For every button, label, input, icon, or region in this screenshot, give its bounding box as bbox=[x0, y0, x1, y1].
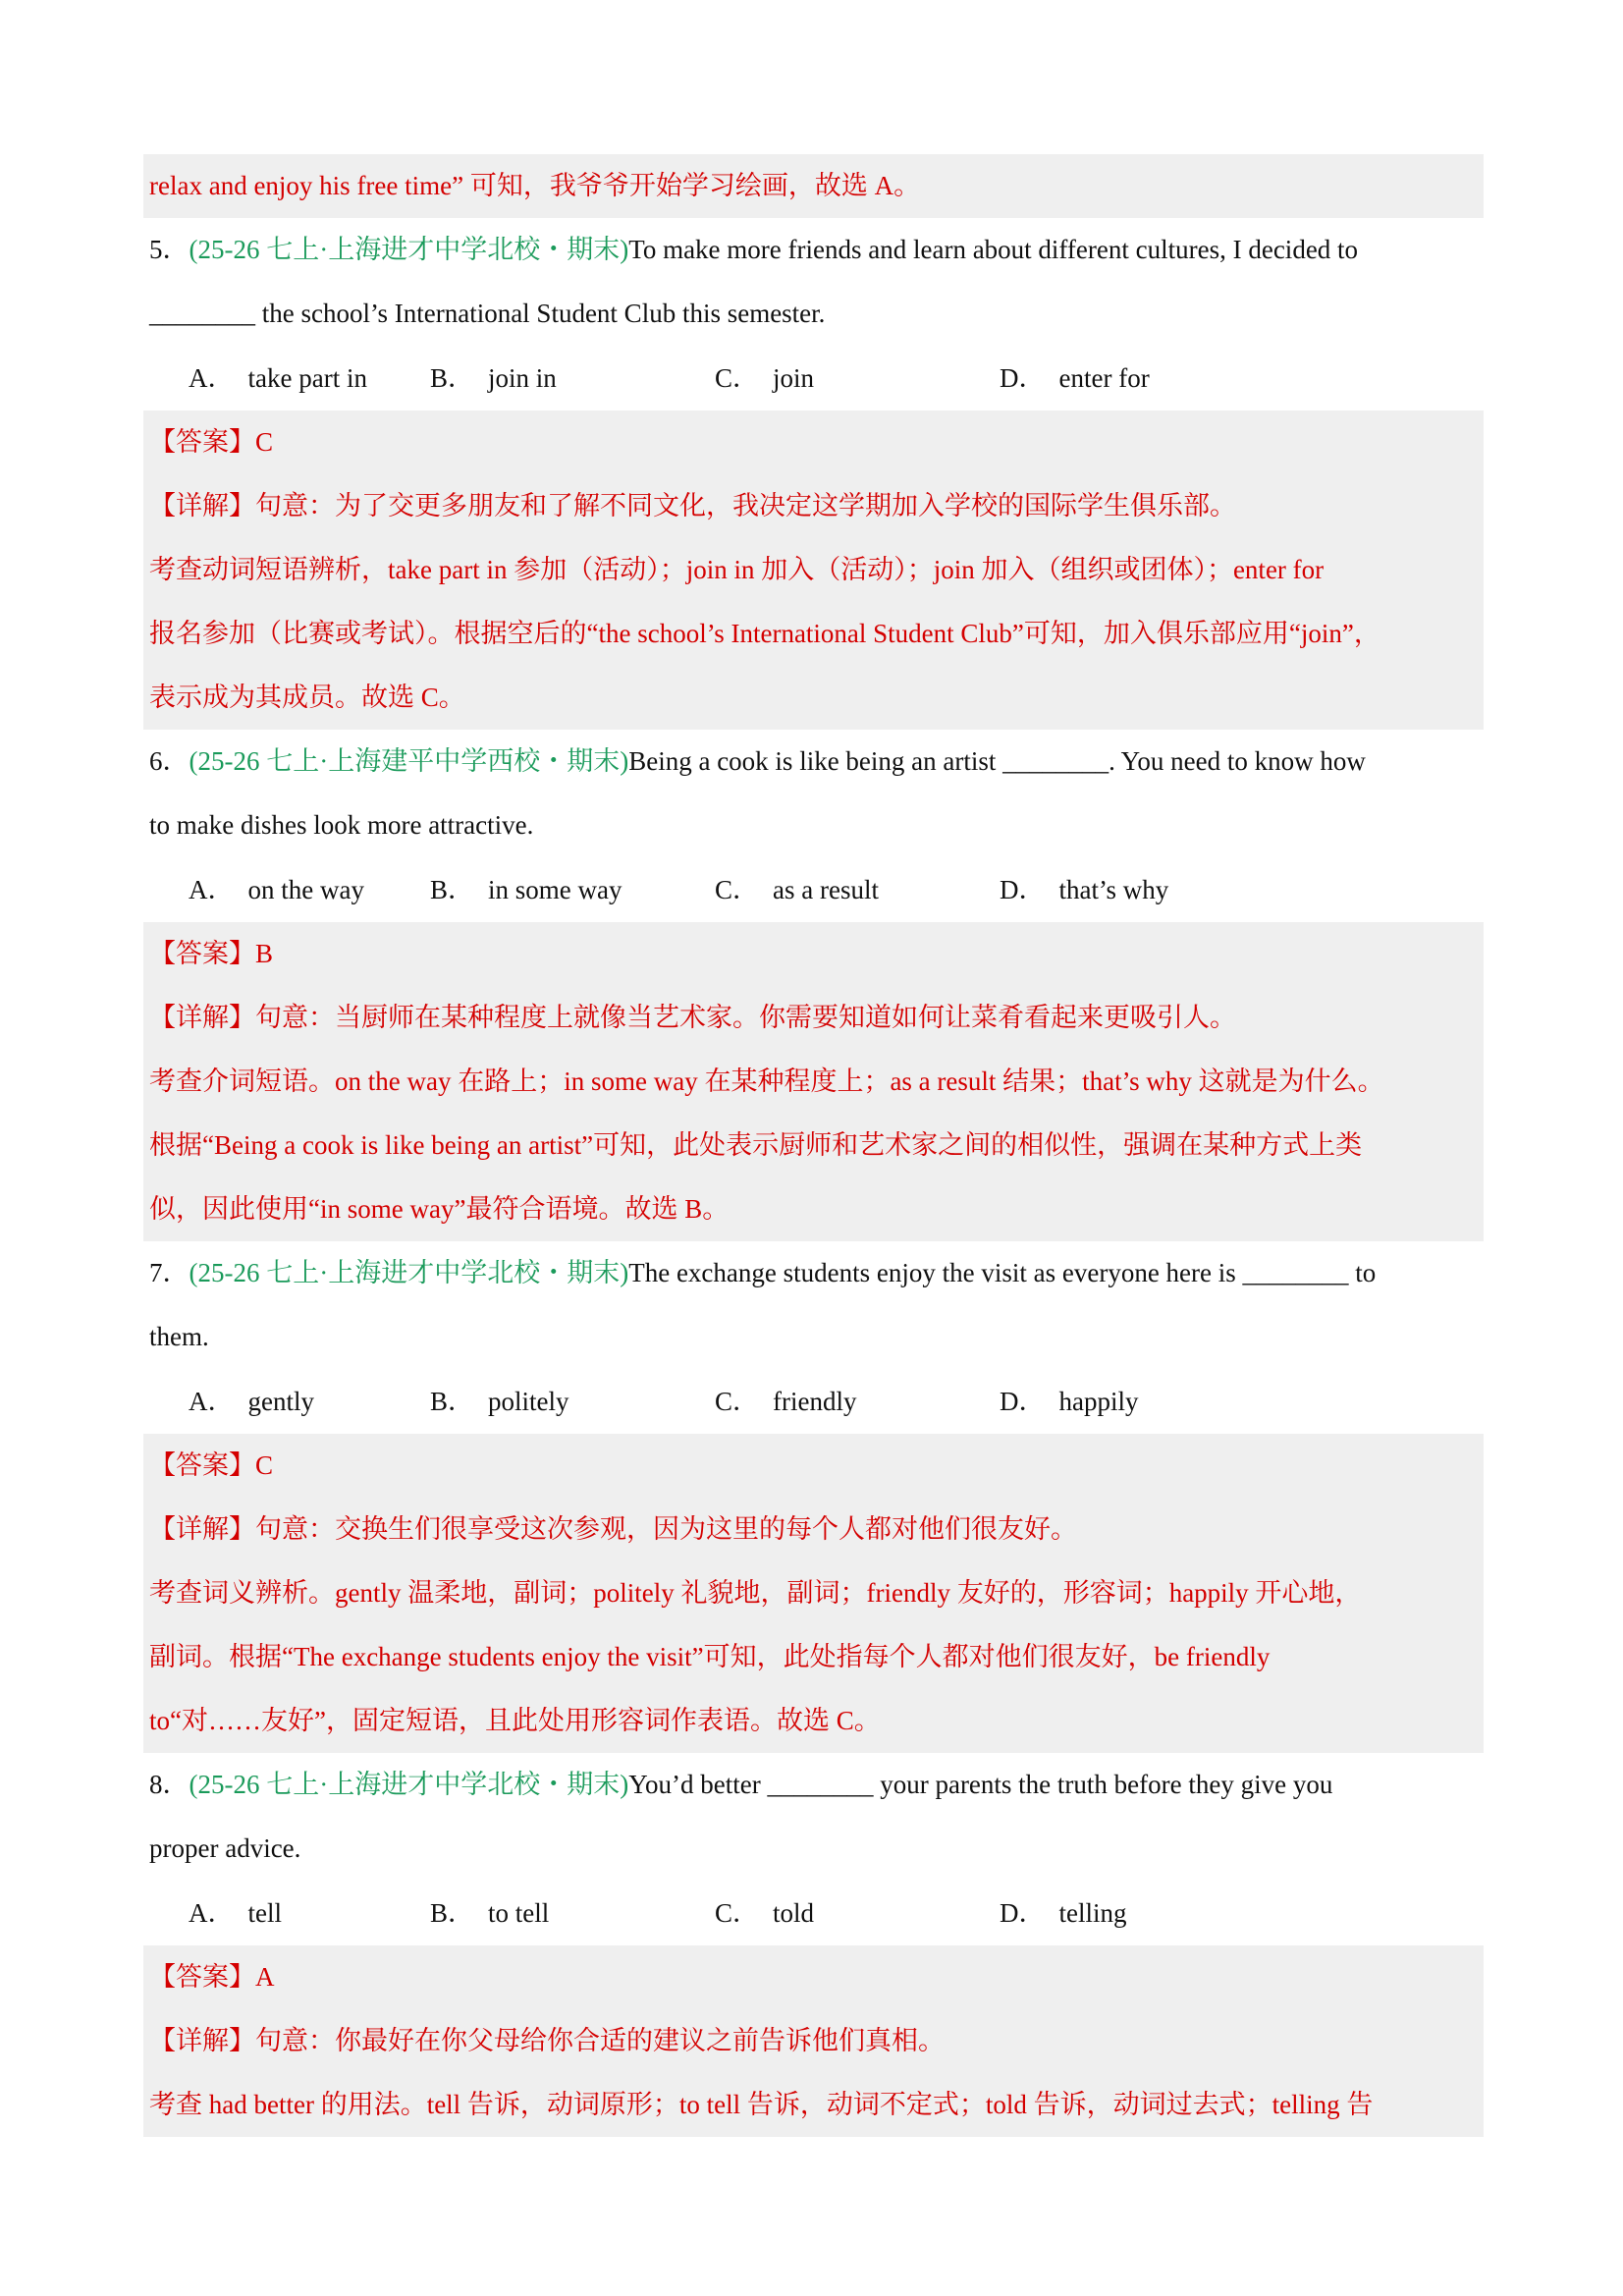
option-d: D． that’s why bbox=[1000, 875, 1169, 904]
explanation-line: 【详解】句意：你最好在你父母给你合适的建议之前告诉他们真相。 bbox=[149, 2026, 945, 2055]
question-stem-line: to make dishes look more attractive. bbox=[149, 810, 534, 840]
option-b: B． join in bbox=[430, 363, 557, 393]
explanation-line: 【详解】句意：当厨师在某种程度上就像当艺术家。你需要知道如何让菜肴看起来更吸引人。 bbox=[149, 1003, 1236, 1032]
answer-explanation-box bbox=[143, 410, 1484, 730]
page-content bbox=[143, 154, 1484, 2137]
option-d: D． happily bbox=[1000, 1387, 1139, 1416]
explanation-line: 似，因此使用“in some way”最符合语境。故选 B。 bbox=[149, 1194, 730, 1224]
answer-options bbox=[143, 1881, 1484, 1945]
explanation-line: 【详解】句意：为了交更多朋友和了解不同文化，我决定这学期加入学校的国际学生俱乐部。 bbox=[149, 491, 1236, 520]
answer-options bbox=[143, 857, 1484, 922]
option-b: B． to tell bbox=[430, 1898, 550, 1928]
previous-explanation-fragment: relax and enjoy his free time” 可知，我爷爷开始学习绘画，故选 A。 bbox=[143, 154, 1484, 218]
question-number: 6． bbox=[149, 746, 189, 776]
question-stem-line: ________ the school’s International Student Club this semester. bbox=[149, 299, 826, 328]
option-c: C． friendly bbox=[715, 1387, 857, 1416]
explanation-line: 报名参加（比赛或考试）。根据空后的“the school’s International Student Club”可知，加入俱乐部应用“join”， bbox=[149, 619, 1380, 648]
option-b: B． in some way bbox=[430, 875, 622, 904]
explanation-line: 考查 had better 的用法。tell 告诉，动词原形；to tell 告诉，动词不定式；told 告诉，动词过去式；telling 告 bbox=[149, 2090, 1374, 2119]
question-stem-line: them. bbox=[149, 1322, 209, 1351]
question-source: (25-26 七上·上海建平中学西校・期末) bbox=[189, 746, 629, 776]
question-text: To make more friends and learn about different cultures, I decided to bbox=[628, 235, 1359, 264]
question-text: Being a cook is like being an artist ________. You need to know how bbox=[628, 746, 1366, 776]
explanation-line: 副词。根据“The exchange students enjoy the visit”可知，此处指每个人都对他们很友好，be friendly bbox=[149, 1642, 1271, 1671]
answer-options bbox=[143, 1369, 1484, 1434]
option-c: C． as a result bbox=[715, 875, 879, 904]
explanation-line: 【详解】句意：交换生们很享受这次参观，因为这里的每个人都对他们很友好。 bbox=[149, 1514, 1077, 1544]
question-8 bbox=[143, 1753, 1484, 2137]
option-a: A． gently bbox=[189, 1387, 314, 1416]
question-stem-line bbox=[143, 1241, 1484, 1305]
question-6 bbox=[143, 730, 1484, 1241]
option-c: C． join bbox=[715, 363, 815, 393]
question-5 bbox=[143, 218, 1484, 730]
answer-line: 【答案】C bbox=[149, 427, 274, 457]
explanation-line: 根据“Being a cook is like being an artist”可知，此处表示厨师和艺术家之间的相似性，强调在某种方式上类 bbox=[149, 1130, 1363, 1160]
question-stem-line bbox=[143, 218, 1484, 282]
answer-line: 【答案】A bbox=[149, 1962, 275, 1992]
option-a: A． take part in bbox=[189, 363, 367, 393]
option-d: D． telling bbox=[1000, 1898, 1127, 1928]
option-c: C． told bbox=[715, 1898, 815, 1928]
option-a: A． on the way bbox=[189, 875, 364, 904]
explanation-line: 表示成为其成员。故选 C。 bbox=[149, 683, 465, 712]
question-stem-line bbox=[143, 730, 1484, 793]
explanation-line: 考查动词短语辨析，take part in 参加（活动）；join in 加入（活动）；join 加入（组织或团体）；enter for bbox=[149, 555, 1325, 584]
answer-options bbox=[143, 346, 1484, 410]
question-source: (25-26 七上·上海进才中学北校・期末) bbox=[189, 235, 629, 264]
explanation-line: 考查介词短语。on the way 在路上；in some way 在某种程度上；as a result 结果；that’s why 这就是为什么。 bbox=[149, 1066, 1384, 1096]
answer-explanation-box bbox=[143, 1945, 1484, 2137]
question-number: 5． bbox=[149, 235, 189, 264]
question-number: 7． bbox=[149, 1258, 189, 1287]
question-7 bbox=[143, 1241, 1484, 1753]
answer-line: 【答案】B bbox=[149, 939, 274, 968]
question-number: 8． bbox=[149, 1770, 189, 1799]
option-a: A． tell bbox=[189, 1898, 282, 1928]
answer-explanation-box bbox=[143, 1434, 1484, 1753]
answer-line: 【答案】C bbox=[149, 1450, 274, 1480]
option-b: B． politely bbox=[430, 1387, 569, 1416]
question-text: You’d better ________ your parents the truth before they give you bbox=[628, 1770, 1333, 1799]
explanation-line: 考查词义辨析。gently 温柔地，副词；politely 礼貌地，副词；friendly 友好的，形容词；happily 开心地， bbox=[149, 1578, 1362, 1608]
answer-explanation-box bbox=[143, 922, 1484, 1241]
question-source: (25-26 七上·上海进才中学北校・期末) bbox=[189, 1258, 629, 1287]
explanation-line: to“对……友好”，固定短语，且此处用形容词作表语。故选 C。 bbox=[149, 1706, 881, 1735]
question-stem-line bbox=[143, 1753, 1484, 1817]
option-d: D． enter for bbox=[1000, 363, 1150, 393]
question-source: (25-26 七上·上海进才中学北校・期末) bbox=[189, 1770, 629, 1799]
question-stem-line: proper advice. bbox=[149, 1833, 301, 1863]
question-text: The exchange students enjoy the visit as everyone here is ________ to bbox=[628, 1258, 1377, 1287]
